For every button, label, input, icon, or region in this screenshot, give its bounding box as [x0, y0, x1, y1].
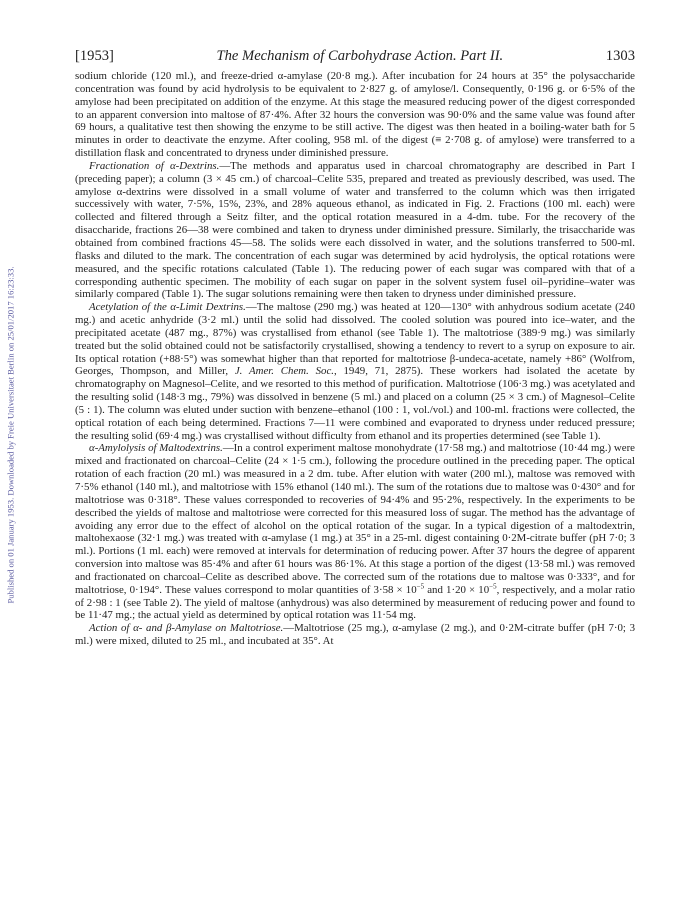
- running-header: [75, 48, 635, 65]
- section-heading-amylolysis: α-Amylolysis of Maltodextrins.: [89, 442, 223, 455]
- exponent-2: −5: [489, 582, 497, 591]
- paragraph-amylase-action: [75, 622, 635, 648]
- download-watermark: [2, 155, 20, 715]
- paragraph-acetylation: [75, 301, 635, 442]
- journal-citation: J. Amer. Chem. Soc.: [234, 365, 334, 378]
- paragraph-amylolysis-text-c: , respectively, and a molar ratio of 2·98 : 1 (see Table 2). The yield of maltose (anhydrous) was also determined by measurement of reducing power and found to be 11·47 mg.; the actual yield as determined by optical rotation was 11·54 mg.: [75, 583, 636, 622]
- paragraph-amylolysis: [75, 442, 635, 622]
- header-title: The Mechanism of Carbohydrase Action. Part II.: [216, 48, 504, 64]
- exponent-1: −5: [416, 582, 425, 591]
- page-number: 1303: [605, 48, 635, 64]
- paragraph-acetylation-text-a: —The maltose (290 mg.) was heated at 120—130° with anhydrous sodium acetate (240 mg.) and acetic anhydride (3·2 ml.) until the solid had dissolved. The cooled solution was poured into ice–water, and the precipitated acetate (487 mg., 87%) was crystallised from ethanol (see Table 1). The maltotriose (389·9 mg.) was similarly treated but the solid obtained could not be satisfactorily crystallised, showing a tendency to revert to a syrup on exposure to air. Its optical rotation (+88·5°) was somewhat higher than that reported for maltotriose β-undeca-acetate, namely +86° (Wolfrom, Georges, Thompson, and Miller,: [75, 301, 635, 378]
- section-heading-acetylation: Acetylation of the α-Limit Dextrins.: [89, 301, 246, 314]
- paragraph-digest: sodium chloride (120 ml.), and freeze-dried α-amylase (20·8 mg.). After incubation for 24 hours at 35° the polysaccharide concentration was found by acid hydrolysis to be equivalent to 2·827 g. of amylose/l. Consequently, 0·196 g. or 6·5% of the amylose had been precipitated on addition of the enzyme. At this stage the measured reducing power of the digest corresponded to an apparent conversion into maltose of 87·4%. After 32 hours the conversion was 90·0% and the same value was found after 69 hours, a qualitative test then showing the enzyme to be still active. The digest was then heated in a boiling-water bath for 5 minutes in order to deactivate the enzyme. After cooling, 958 ml. of the digest (≡ 2·708 g. of amylose) were transferred to a distillation flask and concentrated to dryness under diminished pressure.: [75, 70, 635, 160]
- paragraph-fractionation: [75, 160, 635, 301]
- paragraph-amylase-action-text: —Maltotriose (25 mg.), α-amylase (2 mg.), and 0·2M-citrate buffer (pH 7·0; 3 ml.) were mixed, diluted to 25 ml., and incubated at 35°. At: [75, 622, 636, 648]
- paragraph-acetylation-text-b: , 1949, 71, 2875). These workers had isolated the acetate by chromatography on Magnesol–Celite, and we resorted to this method of purification. Maltotriose (106·3 mg.) was acetylated and the resulting solid (148·3 mg., 79%) was dissolved in benzene (5 ml.) and placed on a column (25 × 3 cm.) of Magnesol–Celite (5 : 1). The column was eluted under suction with benzene–ethanol (100 : 1, vol./vol.) and 100-ml. fractions were collected, the optical rotation of each being determined. Fractions 7—11 were combined and evaporated to dryness under reduced pressure; the resulting solid (69·4 mg.) was crystallised without difficulty from ethanol and its properties determined (see Table 1).: [75, 365, 635, 442]
- section-heading-amylase-action: Action of α- and β-Amylase on Maltotriose.: [89, 622, 284, 635]
- paragraph-amylolysis-text-a: —In a control experiment maltose monohydrate (17·58 mg.) and maltotriose (10·44 mg.) were mixed and fractionated on charcoal–Celite (24 × 1·5 cm.), following the procedure outlined in the preceding paper. The optical rotation of each fraction (20 ml.) was measured in a 2 dm. tube. After elution with water (200 ml.), maltose was removed with 7·5% ethanol (140 ml.), and maltotriose with 15% ethanol (140 ml.). The sum of the rotations due to maltose was 0·430° and for maltotriose was 0·318°. These values corresponded to recoveries of 94·4% and 95·2%, respectively. In the experiments to be described the yields of maltose and maltotriose were corrected for this measured loss of sugar. The method has the advantage of avoiding any error due to the effect of alcohol on the optical rotation of the sugar. In a typical digestion of a maltodextrin, maltohexaose (32·1 mg.) was treated with α-amylase (1 mg.) at 35° in a 25-ml. digest containing 0·2M-citrate buffer (pH 7·0; 3 ml.). Portions (1 ml. each) were removed at intervals for determination of reducing power. After 37 hours the degree of apparent conversion into maltose was 85·4% and after 61 hours was 86·1%. At this stage a portion of the digest (13·58 ml.) was removed and fractionated on charcoal–Celite as described above. The corrected sum of the rotations due to maltose was 0·333°, and for maltotriose, 0·194°. These values correspond to molar quantities of 3·58 × 10: [75, 442, 635, 596]
- paragraph-fractionation-text: —The methods and apparatus used in charcoal chromatography are described in Part I (preceding paper); a column (3 × 45 cm.) of charcoal–Celite 535, prepared and treated as previously described, was used. The amylose α-dextrins were dissolved in a small volume of water and transferred to the column which was then irrigated successively with water, 7·5%, 15%, 23%, and 28% aqueous ethanol, as indicated in Fig. 2. Fractions (100 ml. each) were collected and filtered through a Seitz filter, and the optical rotation measured in a 4-dm. tube. For the recovery of the disaccharide, fractions 26—38 were combined and taken to dryness under diminished pressure. Similarly, the trisaccharide was obtained from combined fractions 45—58. The solids were each dissolved in water, and the solutions transferred to 500-ml. flasks and diluted to the mark. The concentration of each sugar was determined by acid hydrolysis, the optical rotations were measured, and the specific rotations calculated (Table 1). The reducing power of each sugar was compared with that of a corresponding authentic specimen. The mobility of each sugar on paper in the solvent system fusel oil–pyridine–water was similarly compared (Table 1). The sugar solutions remaining were then taken to dryness under diminished pressure.: [75, 159, 635, 301]
- paragraph-amylolysis-text-b: and 1·20 × 10: [424, 583, 490, 596]
- section-heading-fractionation: Fractionation of α-Dextrins.: [89, 159, 220, 172]
- download-watermark-text: Published on 01 January 1953. Downloaded by Freie Universitaet Berlin on 25/01/2017 16:23:33.: [6, 266, 16, 604]
- header-year: [1953]: [75, 48, 114, 64]
- article-body: [75, 70, 635, 648]
